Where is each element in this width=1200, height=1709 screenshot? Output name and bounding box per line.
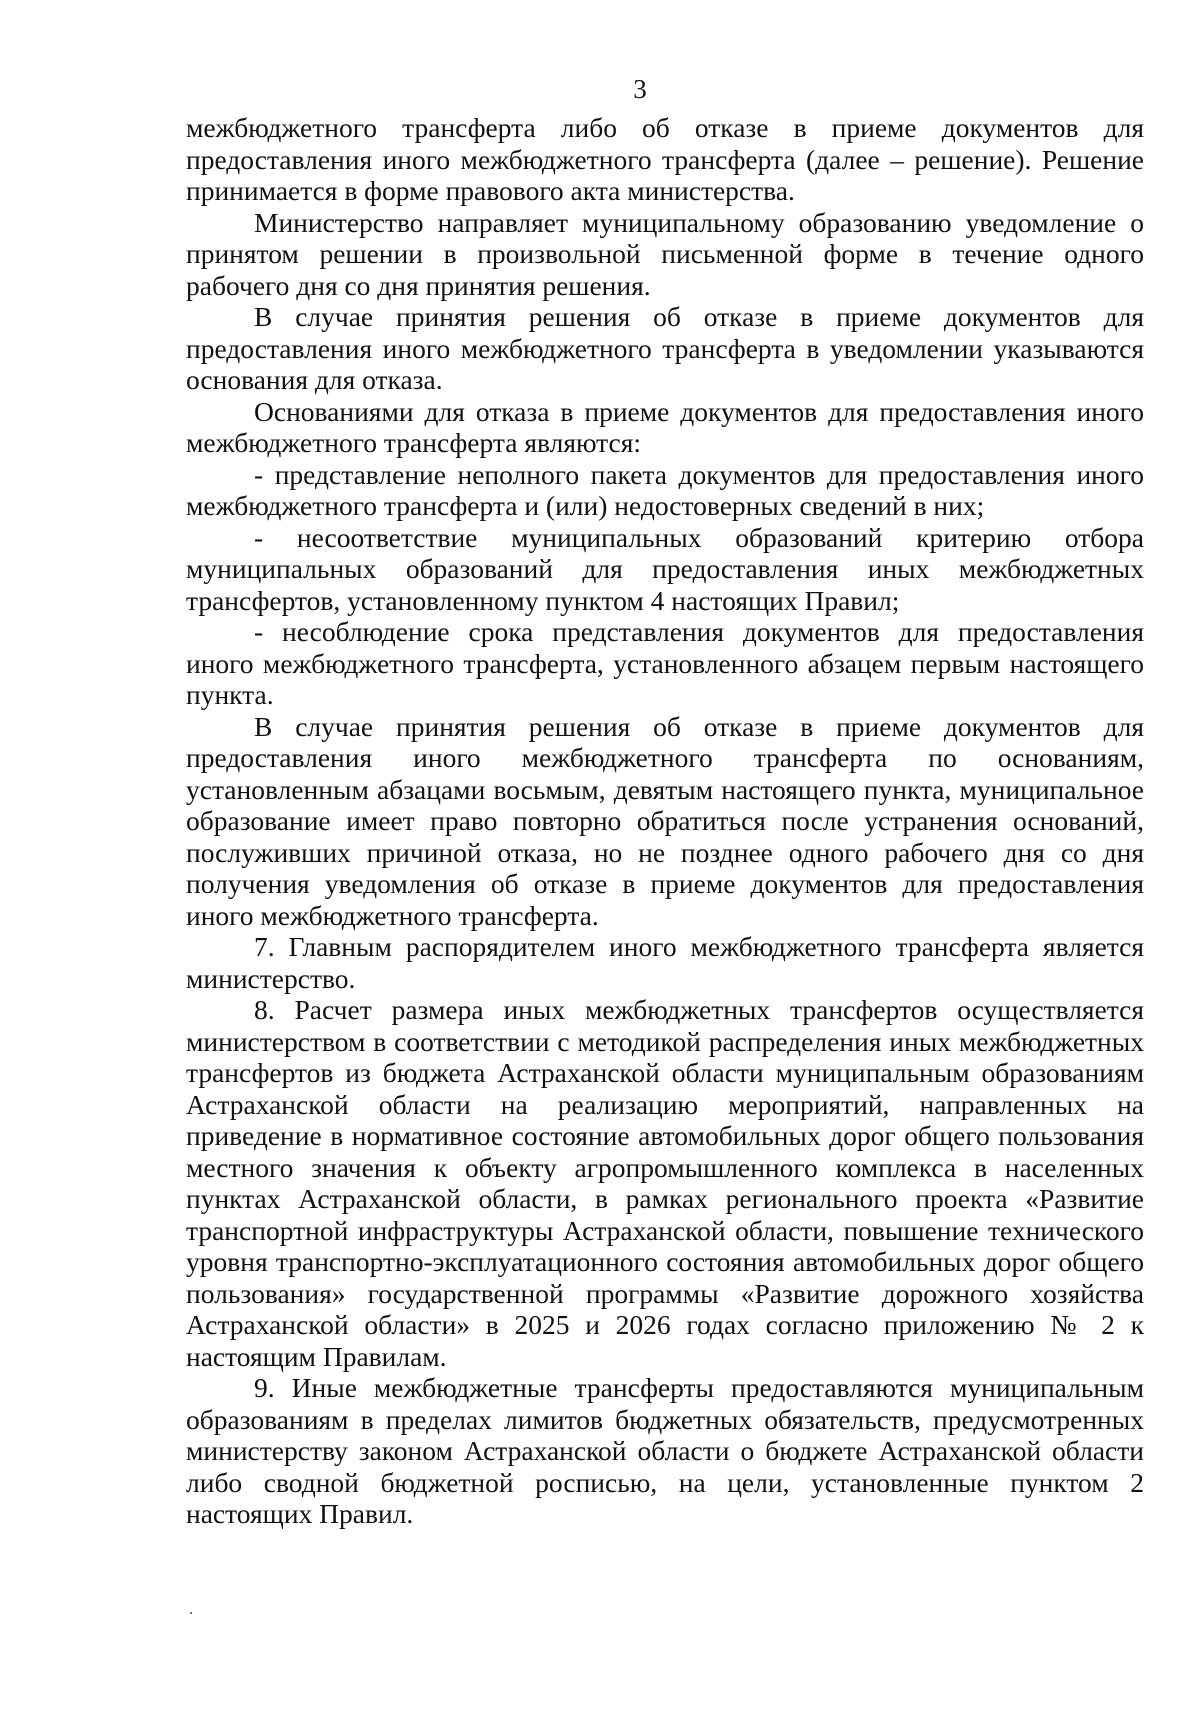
clause-7: 7. Главным распорядителем иного межбюджетного трансферта является министерство. xyxy=(186,931,1144,994)
page-number: 3 xyxy=(633,74,647,104)
list-item-incomplete-package: - представление неполного пакета документов для предоставления иного межбюджетного трансферта и (или) недостоверных сведений в них; xyxy=(186,458,1144,521)
paragraph-notification: Министерство направляет муниципальному образованию уведомление о принятом решении в произвольной письменной форме в течение одного рабочего дня со дня принятия решения. xyxy=(186,206,1144,301)
paragraph-refusal-grounds-notice: В случае принятия решения об отказе в приеме документов для предоставления иного межбюджетного трансферта в уведомлении указываются основания для отказа. xyxy=(186,301,1144,395)
scan-speck xyxy=(190,1612,192,1614)
clause-9: 9. Иные межбюджетные трансферты предоставляются муниципальным образованиям в пределах лимитов бюджетных обязательств, предусмотренных министерству законом Астраханской области о бюджете Астраханской области либо сводной бюджетной росписью, на цели, установленные пунктом 2 настоящих Правил. xyxy=(186,1372,1144,1529)
list-item-deadline-violation: - несоблюдение срока представления документов для предоставления иного межбюджетного трансферта, установленного абзацем первым настоящего пункта. xyxy=(186,616,1144,710)
clause-8: 8. Расчет размера иных межбюджетных трансфертов осуществляется министерством в соответствии с методикой распределения иных межбюджетных трансфертов из бюджета Астраханской области муниципальным образованиям Астраханской области на реализацию мероприятий, направленных на приведение в нормативное состояние автомобильных дорог общего пользования местного значения к объекту агропромышленного комплекса в населенных пунктах Астраханской области, в рамках регионального проекта «Развитие транспортной инфраструктуры Астраханской области, повышение технического уровня транспортно-эксплуатационного состояния автомобильных дорог общего пользования» государственной программы «Развитие дорожного хозяйства Астраханской области» в 2025 и 2026 годах согласно приложению № 2 к настоящим Правилам. xyxy=(186,994,1144,1372)
paragraph-refusal-grounds-intro: Основаниями для отказа в приеме документов для предоставления иного межбюджетного трансферта являются: xyxy=(186,395,1144,458)
paragraph-decision-continuation: межбюджетного трансферта либо об отказе в приеме документов для предоставления иного межбюджетного трансферта (далее – решение). Решение принимается в форме правового акта министерства. xyxy=(186,112,1144,206)
body-text xyxy=(186,112,1144,1530)
paragraph-repeat-application: В случае принятия решения об отказе в приеме документов для предоставления иного межбюджетного трансферта по основаниям, установленным абзацами восьмым, девятым настоящего пункта, муниципальное образование имеет право повторно обратиться после устранения оснований, послуживших причиной отказа, но не позднее одного рабочего дня со дня получения уведомления об отказе в приеме документов для предоставления иного межбюджетного трансферта. xyxy=(186,710,1144,931)
list-item-criteria-mismatch: - несоответствие муниципальных образований критерию отбора муниципальных образований для предоставления иных межбюджетных трансфертов, установленному пунктом 4 настоящих Правил; xyxy=(186,521,1144,616)
